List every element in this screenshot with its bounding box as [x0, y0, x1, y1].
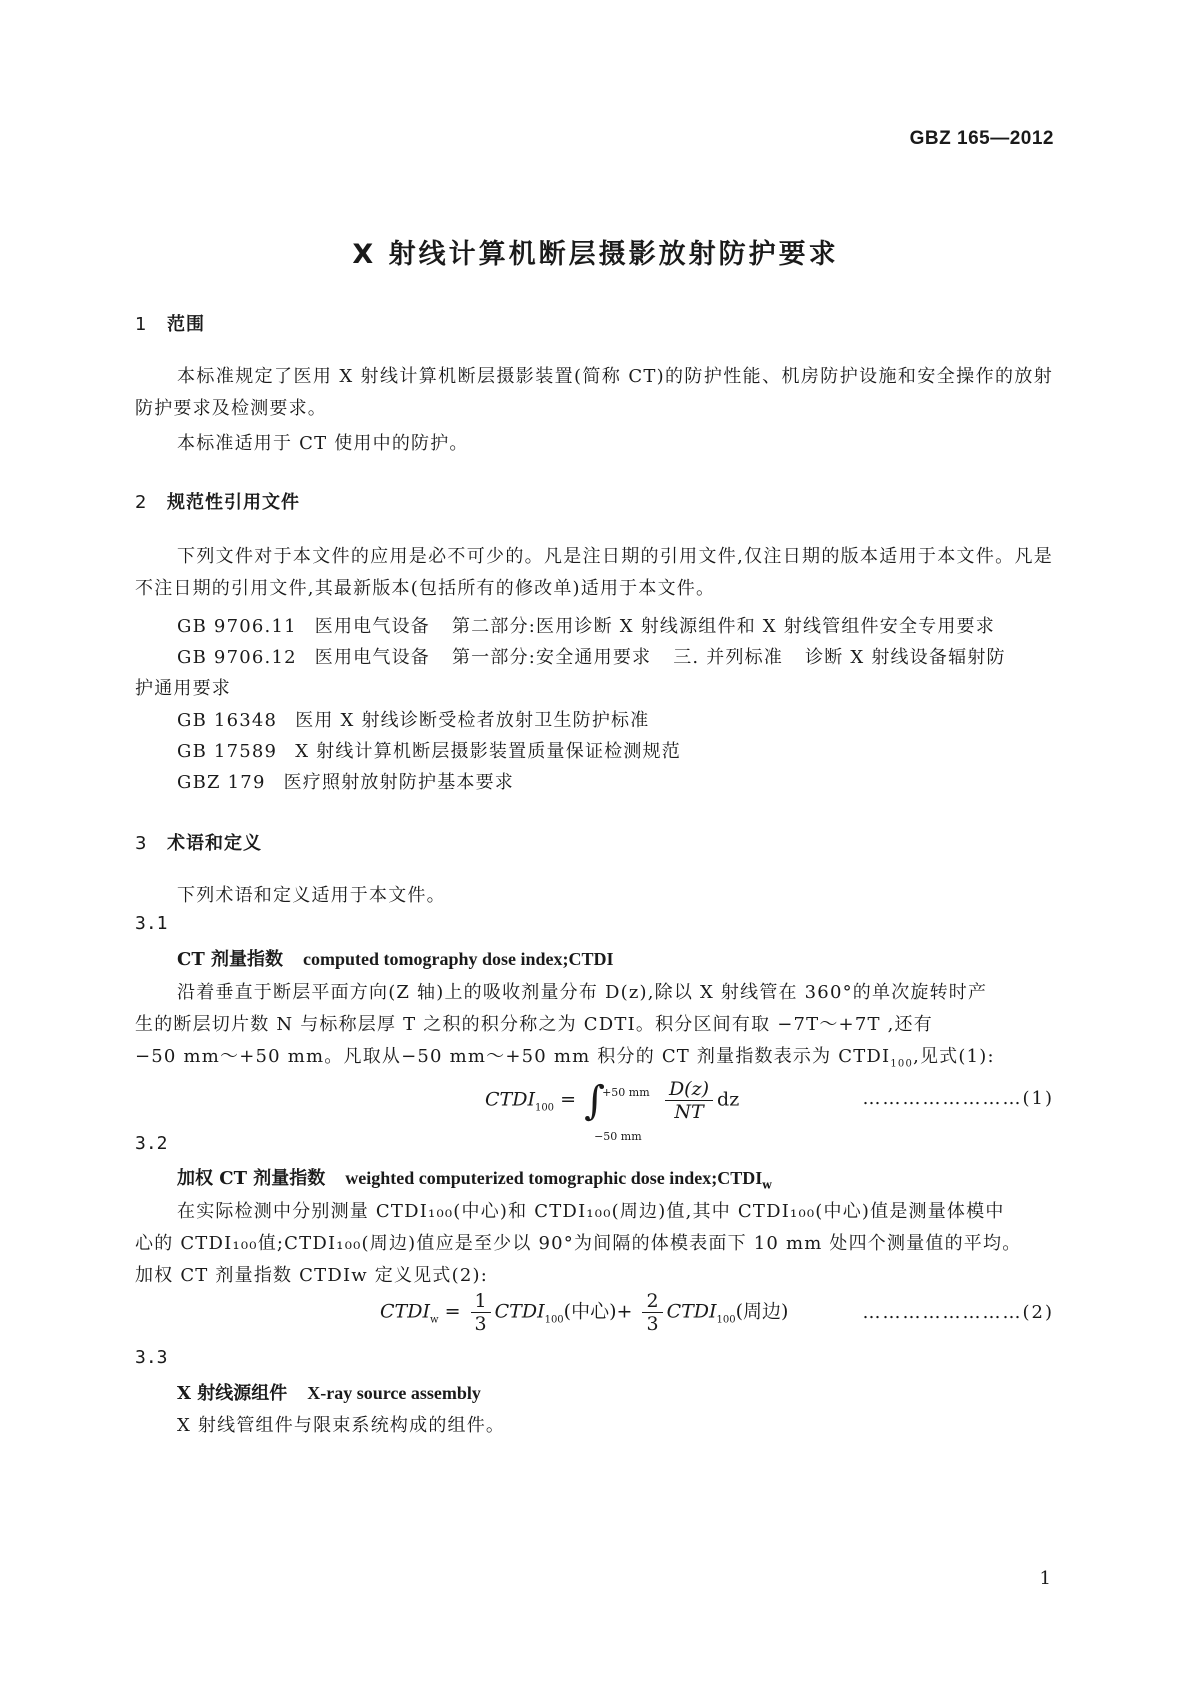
differential: dz — [717, 1088, 740, 1111]
fraction-numerator: D(z) — [665, 1078, 713, 1101]
clause-number: 3.1 — [135, 913, 168, 934]
section-number: 1 — [135, 314, 148, 335]
term-english: computed tomography dose index;CTDI — [303, 949, 614, 969]
term-chinese: CT 剂量指数 — [177, 949, 283, 970]
section-number: 2 — [135, 492, 148, 513]
equation-number-1: ……………………(1) — [862, 1088, 1054, 1109]
term-english: X-ray source assembly — [307, 1383, 481, 1403]
formula-term: CTDI — [666, 1300, 717, 1323]
section-title: 范围 — [167, 314, 205, 335]
section-1-heading — [135, 310, 205, 336]
reference-code: GB 16348 — [177, 710, 278, 731]
formula-term-sub: 100 — [544, 1314, 564, 1326]
integral-sign: ∫ +50 mm −50 mm — [584, 1081, 605, 1121]
term-english: weighted computerized tomographic dose index;CTDI — [345, 1168, 763, 1188]
integral-upper-limit: +50 mm — [602, 1085, 650, 1099]
fraction — [471, 1290, 491, 1335]
term-heading — [177, 1379, 481, 1405]
reference-part: 第二部分:医用诊断 X 射线源组件和 X 射线管组件安全专用要求 — [451, 616, 995, 637]
fraction-denominator: 3 — [474, 1313, 487, 1335]
reference-code: GBZ 179 — [177, 772, 266, 793]
reference-part: 第一部分:安全通用要求 — [451, 647, 652, 668]
fraction-numerator: 1 — [471, 1290, 491, 1313]
formula-term-tail: (周边) — [735, 1300, 789, 1323]
term-chinese: 加权 CT 剂量指数 — [177, 1168, 326, 1189]
formula-term-tail: (中心)+ — [563, 1300, 633, 1323]
term-english-sub: w — [762, 1178, 772, 1192]
reference-item — [177, 706, 649, 732]
fraction-denominator: 3 — [646, 1313, 659, 1335]
reference-title: X 射线计算机断层摄影装置质量保证检测规范 — [295, 741, 681, 762]
section-3-paragraph-1: 下列术语和定义适用于本文件。 — [177, 885, 446, 906]
reference-part-2: 三. 并列标准 — [673, 647, 784, 668]
reference-title: 医疗照射放射防护基本要求 — [283, 772, 514, 793]
reference-item — [177, 643, 1006, 669]
reference-item — [177, 737, 681, 763]
section-1-paragraph-2: 本标准适用于 CT 使用中的防护。 — [177, 433, 469, 454]
fraction-denominator: NT — [674, 1101, 704, 1123]
fraction — [665, 1078, 713, 1123]
term-heading — [177, 1164, 772, 1192]
fraction — [642, 1290, 662, 1335]
formula-2 — [380, 1290, 788, 1335]
page-number: 1 — [1039, 1568, 1051, 1589]
section-2-paragraph-1: 下列文件对于本文件的应用是必不可少的。凡是注日期的引用文件,仅注日期的版本适用于本文件。凡是不注日期的引用文件,其最新版本(包括所有的修改单)适用于本文件。 — [135, 546, 1053, 599]
reference-title: 医用 X 射线诊断受检者放射卫生防护标准 — [295, 710, 650, 731]
reference-item — [177, 768, 514, 794]
section-title: 规范性引用文件 — [167, 492, 300, 513]
term-heading — [177, 945, 614, 971]
definition-line: 沿着垂直于断层平面方向(Z 轴)上的吸收剂量分布 D(z),除以 X 射线管在 360°的单次旋转时产 — [177, 982, 988, 1003]
section-3-heading — [135, 829, 262, 855]
section-1-paragraph-1: 本标准规定了医用 X 射线计算机断层摄影装置(简称 CT)的防护性能、机房防护设施和安全操作的放射防护要求及检测要求。 — [135, 366, 1053, 419]
reference-code: GB 9706.12 — [177, 647, 297, 668]
section-2-heading — [135, 488, 300, 514]
reference-code: GB 17589 — [177, 741, 278, 762]
definition-line: 加权 CT 剂量指数 CTDIw 定义见式(2): — [135, 1265, 488, 1286]
formula-term-sub: 100 — [716, 1314, 736, 1326]
subscript: 100 — [890, 1058, 914, 1070]
formula-lhs: CTDI — [485, 1088, 535, 1111]
equation-number-2: ……………………(2) — [862, 1302, 1054, 1323]
formula-lhs: CTDI — [380, 1300, 430, 1323]
reference-item — [177, 612, 995, 638]
term-chinese: X 射线源组件 — [177, 1383, 288, 1404]
reference-part-3: 诊断 X 射线设备辐射防 — [805, 647, 1006, 668]
formula-1 — [485, 1077, 740, 1143]
reference-title: 医用电气设备 — [314, 647, 430, 668]
fraction-numerator: 2 — [642, 1290, 662, 1313]
definition-line — [135, 1042, 995, 1070]
definition-text: −50 mm～+50 mm。凡取从−50 mm～+50 mm 积分的 CT 剂量指数表示为 CTDI — [135, 1046, 891, 1067]
integral-lower-limit: −50 mm — [594, 1129, 642, 1143]
reference-title: 医用电气设备 — [314, 616, 430, 637]
document-title: X 射线计算机断层摄影放射防护要求 — [352, 239, 839, 270]
reference-continuation: 护通用要求 — [135, 678, 231, 699]
definition-line: 心的 CTDI₁₀₀值;CTDI₁₀₀(周边)值应是至少以 90°为间隔的体模表面下 10 mm 处四个测量值的平均。 — [135, 1233, 1022, 1254]
section-number: 3 — [135, 833, 148, 854]
standard-code: GBZ 165—2012 — [909, 128, 1054, 149]
definition-line: 在实际检测中分别测量 CTDI₁₀₀(中心)和 CTDI₁₀₀(周边)值,其中 CTDI₁₀₀(中心)值是测量体模中 — [177, 1201, 1005, 1222]
equals-sign: = — [560, 1088, 577, 1111]
reference-code: GB 9706.11 — [177, 616, 297, 637]
formula-term: CTDI — [494, 1300, 545, 1323]
clause-number: 3.2 — [135, 1133, 168, 1154]
definition-line: 生的断层切片数 N 与标称层厚 T 之积的积分称之为 CDTI。积分区间有取 −7T～+7T ,还有 — [135, 1014, 933, 1035]
definition-text-end: ,见式(1): — [913, 1046, 995, 1067]
clause-number: 3.3 — [135, 1347, 168, 1368]
formula-lhs-sub: 100 — [534, 1102, 555, 1114]
formula-lhs-sub: w — [429, 1314, 439, 1326]
section-title: 术语和定义 — [167, 833, 262, 854]
definition-line: X 射线管组件与限束系统构成的组件。 — [177, 1415, 506, 1436]
equals-sign: = — [444, 1300, 461, 1323]
